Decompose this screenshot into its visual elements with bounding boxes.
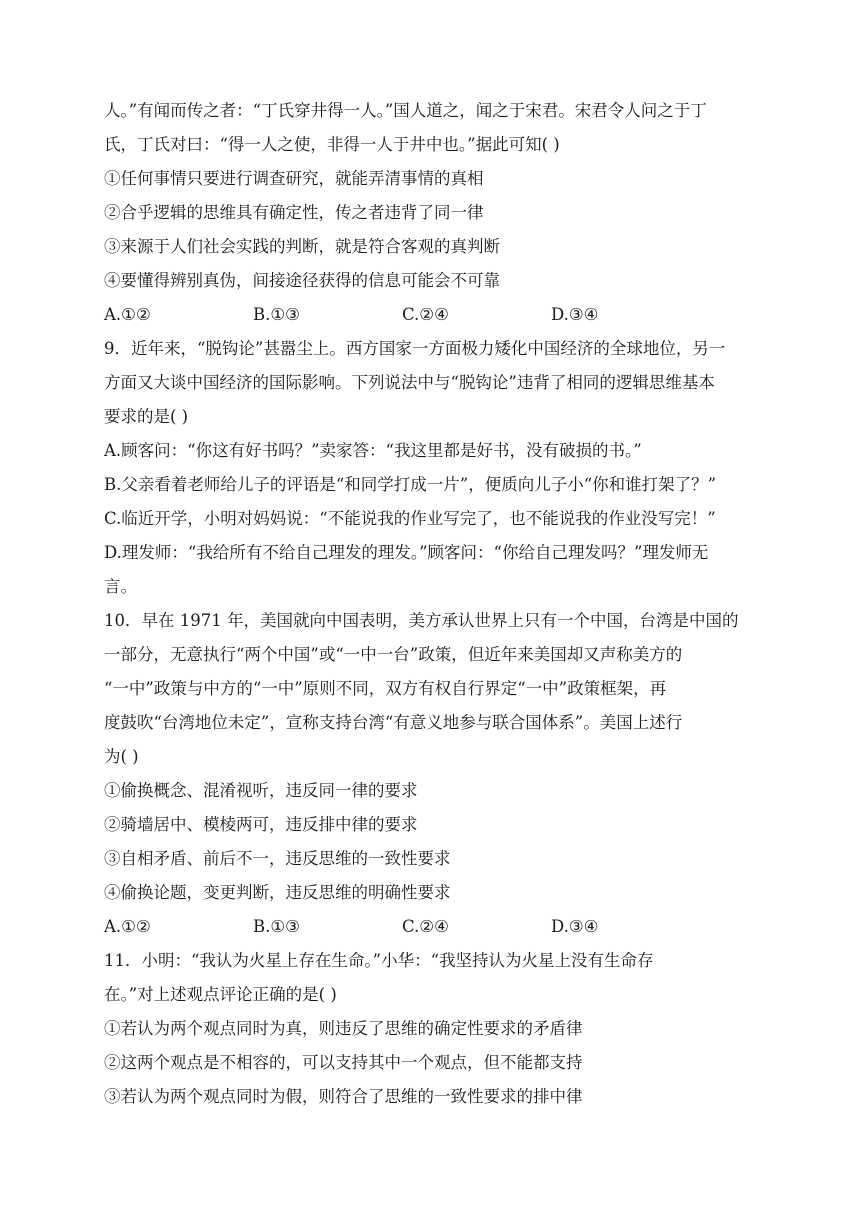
question-text-line: 10．早在 1971 年，美国就向中国表明，美方承认世界上只有一个中国，台湾是中国的 (104, 611, 739, 630)
statement: ①若认为两个观点同时为真，则违反了思维的确定性要求的矛盾律 (104, 1019, 583, 1038)
question-text-line: 在。”对上述观点评论正确的是( ) (104, 985, 337, 1004)
question-8 (104, 94, 764, 332)
option-c: C.②④ (402, 917, 449, 936)
question-11 (104, 944, 764, 1114)
statement: ②骑墙居中、模棱两可，违反排中律的要求 (104, 815, 418, 834)
question-text-line: 9．近年来，“脱钩论”甚嚣尘上。西方国家一方面极力矮化中国经济的全球地位，另一 (104, 339, 726, 358)
option-d: D.③④ (551, 305, 599, 324)
option-d: D.理发师：“我给所有不给自己理发的理发。”顾客问：“你给自己理发吗？”理发师无 (104, 543, 709, 562)
question-text-line: 氏，丁氏对曰：“得一人之使，非得一人于井中也。”据此可知( ) (104, 135, 560, 154)
question-text-line: 要求的是( ) (104, 407, 189, 426)
option-b: B.①③ (253, 305, 300, 324)
statement: ③来源于人们社会实践的判断，就是符合客观的真判断 (104, 237, 500, 256)
question-9 (104, 332, 764, 604)
question-text-line: 人。”有闻而传之者：“丁氏穿井得一人。”国人道之，闻之于宋君。宋君令人问之于丁 (104, 101, 707, 120)
question-text-line: “一中”政策与中方的“一中”原则不同，双方有权自行界定“一中”政策框架，再 (104, 679, 667, 698)
option-d-continued: 言。 (104, 577, 137, 596)
option-d: D.③④ (551, 917, 599, 936)
question-10 (104, 604, 764, 944)
statement: ③自相矛盾、前后不一，违反思维的一致性要求 (104, 849, 451, 868)
option-b: B.父亲看着老师给儿子的评语是“和同学打成一片”，便质向儿子小“你和谁打架了？” (104, 475, 717, 494)
statement: ④要懂得辨别真伪，间接途径获得的信息可能会不可靠 (104, 271, 500, 290)
option-a: A.①② (104, 305, 151, 324)
question-text-line: 为( ) (104, 747, 139, 766)
option-b: B.①③ (253, 917, 300, 936)
statement: ①任何事情只要进行调查研究，就能弄清事情的真相 (104, 169, 484, 188)
question-text-line: 度鼓吹“台湾地位未定”，宣称支持台湾“有意义地参与联合国体系”。美国上述行 (104, 713, 683, 732)
answer-options (104, 910, 764, 944)
statement: ②合乎逻辑的思维具有确定性，传之者违背了同一律 (104, 203, 484, 222)
answer-options (104, 298, 764, 332)
option-c: C.②④ (402, 305, 449, 324)
question-text-line: 11．小明：“我认为火星上存在生命。”小华：“我坚持认为火星上没有生命存 (104, 951, 654, 970)
statement: ②这两个观点是不相容的，可以支持其中一个观点，但不能都支持 (104, 1053, 583, 1072)
statement: ③若认为两个观点同时为假，则符合了思维的一致性要求的排中律 (104, 1087, 583, 1106)
document-page (104, 94, 764, 1114)
option-a: A.顾客问：“你这有好书吗？”卖家答：“我这里都是好书，没有破损的书。” (104, 441, 642, 460)
question-text-line: 一部分，无意执行“两个中国”或“一中一台”政策，但近年来美国却又声称美方的 (104, 645, 683, 664)
option-a: A.①② (104, 917, 151, 936)
option-c: C.临近开学，小明对妈妈说：“不能说我的作业写完了，也不能说我的作业没写完！” (104, 509, 716, 528)
question-text-line: 方面又大谈中国经济的国际影响。下列说法中与“脱钩论”违背了相同的逻辑思维基本 (104, 373, 715, 392)
statement: ①偷换概念、混淆视听，违反同一律的要求 (104, 781, 418, 800)
statement: ④偷换论题，变更判断，违反思维的明确性要求 (104, 883, 451, 902)
